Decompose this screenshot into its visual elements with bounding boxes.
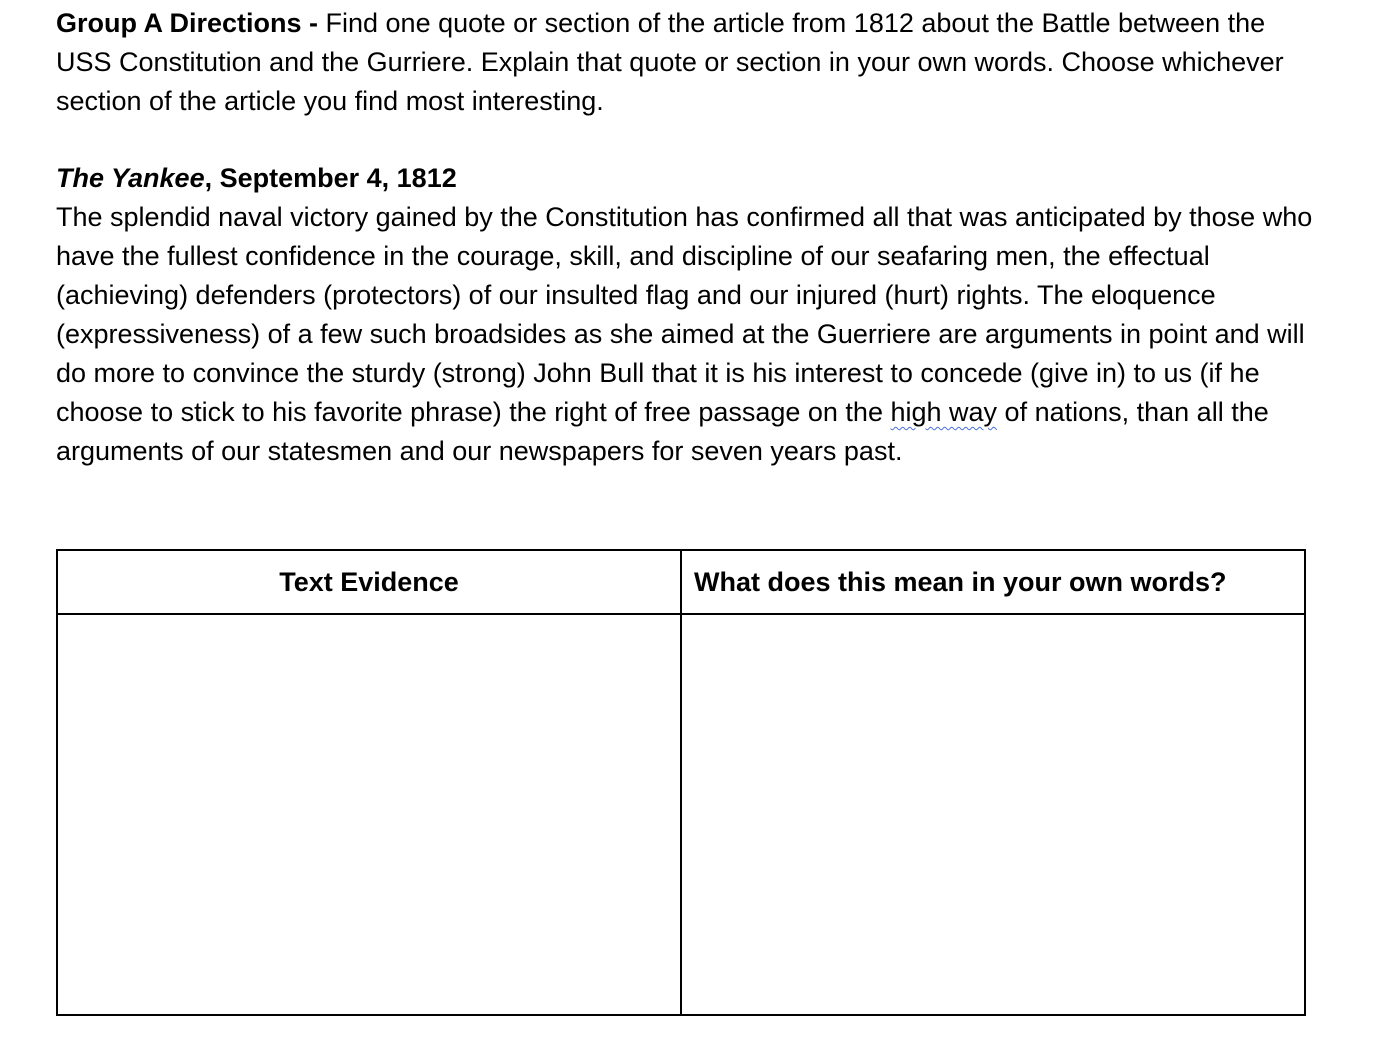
article-date: , September 4, 1812	[204, 163, 457, 193]
spellcheck-flagged-text[interactable]: high way	[890, 397, 998, 427]
evidence-table	[56, 549, 1306, 1016]
article-body	[56, 198, 1316, 471]
directions-text: Find one quote or section of the article from 1812 about the Battle between the USS Constitution and the Gurriere. Explain that quote or section in your own words. Choose whichever section of the article you find most interesting.	[56, 8, 1284, 116]
article-heading	[56, 159, 1316, 198]
blank-line	[56, 121, 1316, 159]
table-header-own-words: What does this mean in your own words?	[682, 551, 1304, 615]
directions-paragraph	[56, 4, 1316, 121]
article-text-part-2: of nations, than all the arguments of our statesmen and our newspapers for seven years past.	[56, 397, 1269, 466]
article-source: The Yankee	[56, 163, 205, 193]
text-evidence-cell[interactable]	[58, 615, 682, 1014]
document-page	[56, 4, 1316, 471]
own-words-cell[interactable]	[682, 615, 1304, 1014]
table-header-text-evidence: Text Evidence	[58, 551, 682, 615]
directions-label: Group A Directions -	[56, 8, 319, 38]
article-text-part-1: The splendid naval victory gained by the Constitution has confirmed all that was anticipated by those who have the fullest confidence in the courage, skill, and discipline of our seafaring men, the effectual (achieving) defenders (protectors) of our insulted flag and our injured (hurt) rights. The eloquence (expressiveness) of a few such broadsides as she aimed at the Guerriere are arguments in point and will do more to convince the sturdy (strong) John Bull that it is his interest to concede (give in) to us (if he choose to stick to his favorite phrase) the right of free passage on the	[56, 202, 1313, 427]
